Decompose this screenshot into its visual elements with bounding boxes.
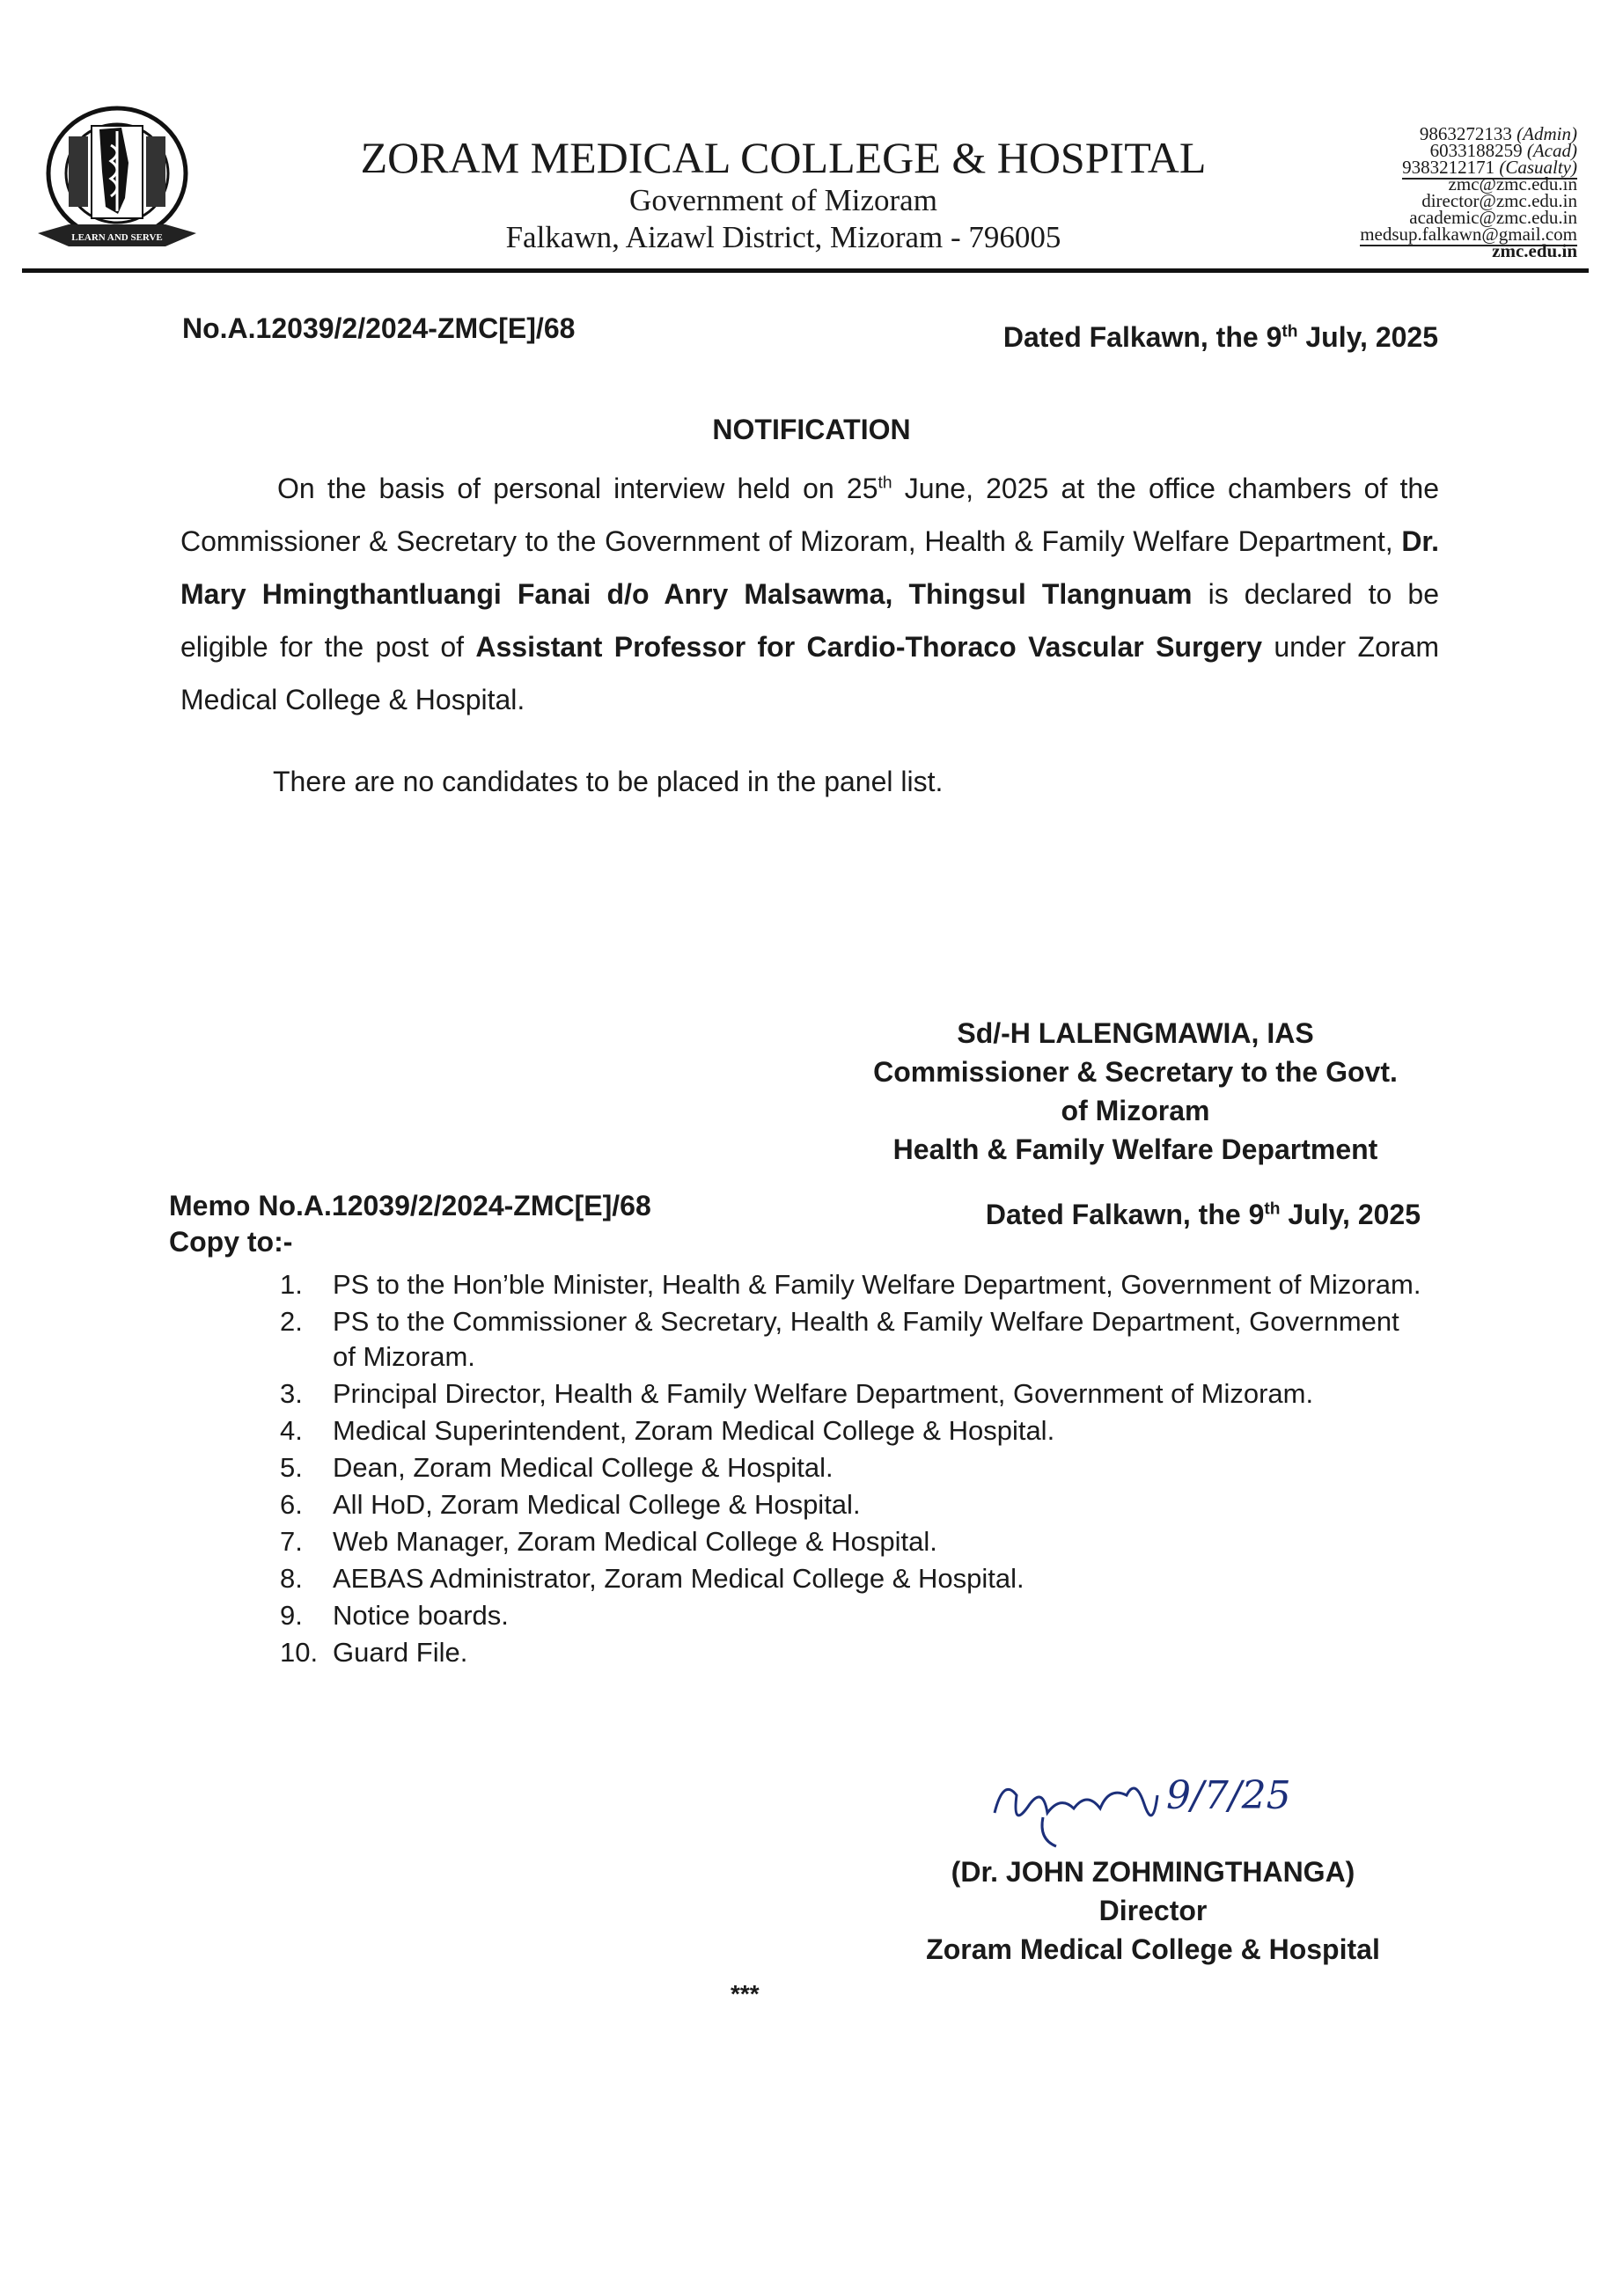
director-title: Director	[1098, 1895, 1208, 1926]
svg-text:9/7/25: 9/7/25	[1166, 1773, 1291, 1818]
issue-date: Dated Falkawn, the 9th July, 2025	[1002, 321, 1438, 353]
notification-body-wrapper	[180, 462, 1439, 798]
item-number: 4.	[280, 1415, 303, 1446]
end-mark: ***	[731, 1980, 760, 2007]
contact-block	[1360, 123, 1577, 261]
recipient-item	[280, 1561, 1424, 1596]
candidate-name: Dr. Mary Hmingthantluangi Fanai d/o Anry Malsawma, Thingsul Tlangnuam	[180, 525, 1439, 610]
item-text: Guard File.	[333, 1637, 468, 1668]
item-text: PS to the Commissioner & Secretary, Health & Family Welfare Department, Government of Mizoram.	[333, 1306, 1399, 1372]
panel-note: There are no candidates to be placed in the panel list.	[273, 766, 944, 797]
email: zmc@zmc.edu.in	[1448, 173, 1577, 194]
item-number: 2.	[280, 1306, 303, 1337]
email: academic@zmc.edu.in	[1409, 207, 1577, 228]
recipient-list	[280, 1267, 1424, 1672]
institution-name: ZORAM MEDICAL COLLEGE & HOSPITAL	[360, 133, 1207, 182]
recipient-item	[280, 1413, 1424, 1449]
website: zmc.edu.in	[1492, 240, 1577, 261]
item-number: 1.	[280, 1269, 303, 1300]
phone-casualty: 9383212171 (Casualty)	[1402, 157, 1577, 178]
header-divider	[22, 268, 1589, 273]
post-name: Assistant Professor for Cardio-Thoraco Vascular Surgery	[475, 631, 1263, 663]
item-number: 8.	[280, 1563, 303, 1594]
memo-reference: Memo No.A.12039/2/2024-ZMC[E]/68	[169, 1190, 651, 1221]
copy-to-label: Copy to:-	[169, 1226, 293, 1258]
item-text: PS to the Hon’ble Minister, Health & Family Welfare Department, Government of Mizoram.	[333, 1269, 1421, 1300]
item-text: All HoD, Zoram Medical College & Hospital.	[333, 1489, 861, 1520]
item-number: 10.	[280, 1637, 319, 1668]
recipient-item	[280, 1524, 1424, 1559]
recipient-item	[280, 1598, 1424, 1633]
director-block	[845, 1852, 1461, 1969]
item-text: Medical Superintendent, Zoram Medical College & Hospital.	[333, 1415, 1055, 1446]
item-number: 3.	[280, 1378, 303, 1409]
svg-text:LEARN AND SERVE: LEARN AND SERVE	[71, 232, 163, 243]
recipient-item	[280, 1487, 1424, 1522]
item-number: 5.	[280, 1452, 303, 1483]
email: medsup.falkawn@gmail.com	[1360, 224, 1577, 245]
recipient-item	[280, 1267, 1424, 1302]
recipient-item	[280, 1635, 1424, 1670]
notification-heading: NOTIFICATION	[712, 414, 911, 445]
phone-admin: 9863272133 (Admin)	[1419, 123, 1577, 144]
phone-acad: 6033188259 (Acad)	[1429, 140, 1577, 161]
signatory-block: Sd/-H LALENGMAWIA, IAS Commissioner & Secretary to the Govt. of Mizoram Health & Family Welfare Department	[873, 1017, 1398, 1165]
government-name: Government of Mizoram	[629, 183, 937, 217]
item-text: Web Manager, Zoram Medical College & Hospital.	[333, 1526, 937, 1557]
recipient-item	[280, 1304, 1424, 1375]
institution-address: Falkawn, Aizawl District, Mizoram - 796005	[505, 220, 1061, 254]
reference-number: No.A.12039/2/2024-ZMC[E]/68	[182, 312, 576, 344]
director-name: (Dr. JOHN ZOHMINGTHANGA)	[951, 1856, 1355, 1888]
item-text: Notice boards.	[333, 1600, 509, 1631]
item-number: 7.	[280, 1526, 303, 1557]
item-text: Principal Director, Health & Family Welfare Department, Government of Mizoram.	[333, 1378, 1314, 1409]
item-text: AEBAS Administrator, Zoram Medical College & Hospital.	[333, 1563, 1024, 1594]
recipient-item	[280, 1376, 1424, 1412]
notification-body: On the basis of personal interview held on 25th June, 2025 at the office chambers of the Commissioner & Secretary to the Government of Mizoram, Health & Family Welfare Department, Dr. Mary Hmingthantluangi Fanai d/o Anry Malsawma, Thingsul Tlangnuam is declared to be eligible for the post of Assistant Professor for Cardio-Thoraco Vascular Surgery under Zoram Medical College & Hospital.	[180, 473, 1440, 715]
college-seal-logo	[33, 101, 201, 260]
item-number: 9.	[280, 1600, 303, 1631]
recipient-item	[280, 1450, 1424, 1485]
memo-date: Dated Falkawn, the 9th July, 2025	[985, 1199, 1421, 1230]
director-institution: Zoram Medical College & Hospital	[926, 1933, 1380, 1965]
email: director@zmc.edu.in	[1421, 190, 1577, 211]
item-text: Dean, Zoram Medical College & Hospital.	[333, 1452, 834, 1483]
item-number: 6.	[280, 1489, 303, 1520]
handwritten-signature	[977, 1760, 1373, 1848]
